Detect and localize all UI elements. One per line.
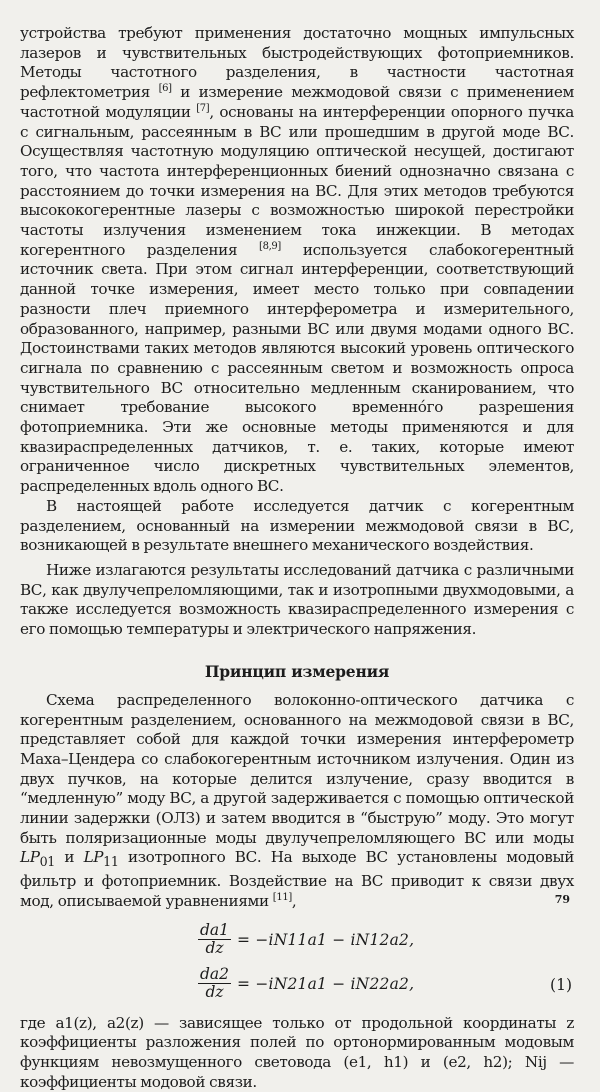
page-number: 79 [554, 893, 570, 906]
derivative-fraction: $\frac{da1}{dz}$ [200, 921, 230, 958]
paragraph-5: где a1(z), a2(z) — зависящее только от продольной координаты z коэффициенты разложения полей по ортонормированным модовым функциям невозмущенного световода (e1, h1) и (e2, h2); Nij — коэффициенты модовой связи. [20, 1013, 574, 1091]
citation: [6] [158, 83, 172, 95]
citation: [7] [196, 102, 210, 114]
citation: [11] [272, 891, 292, 903]
equation-2: $\frac{da2}{dz}$ = −iN21a1 − iN22a2, [200, 965, 415, 1002]
derivative-fraction: $\frac{da2}{dz}$ [200, 965, 230, 1002]
paragraph-4: Схема распределенного волоконно-оптического датчика с когерентным разделением, основанного на межмодовой связи в ВС, представляет собой для каждой точки измерения интерферометр Маха–Цендера со слабокогерентным источником излучения. Один из двух пучков, на которые делится излучение, сразу вводится в “медленную” моду ВС, а другой задерживается с помощью оптической линии задержки (ОЛЗ) и затем вводится в “быструю” моду. Это могут быть поляризационные моды двулучепреломляющего ВС или моды $LP_{01}$ и $LP_{11}$ изотропного ВС. На выходе ВС установлены модовый фильтр и фотоприемник. Воздействие на ВС приводит к связи двух мод, описываемой уравнениями [11], [20, 690, 574, 910]
equation-block [20, 920, 574, 1008]
equation-1: $\frac{da1}{dz}$ = −iN11a1 − iN12a2, [200, 921, 415, 958]
paragraph-3: Ниже излагаются результаты исследований датчика с различными ВС, как двулучепреломляющими, так и изотропными двухмодовыми, а также исследуется возможность квазираспределенного измерения с его помощью температуры и электрического напряжения. [20, 560, 574, 639]
equation-number: (1) [550, 975, 572, 994]
paragraph-1: устройства требуют применения достаточно мощных импульсных лазеров и чувствительных быстродействующих фотоприемников. Методы частотного разделения, в частности частотная рефлектометрия [6] и измерение межмодовой связи с применением частотной модуляции [7], основаны на интерференции опорного пучка с сигнальным, рассеянным в ВС или прошедшим в другой моде ВС. Осуществляя частотную модуляцию оптической несущей, достигают того, что частота интерференционных биений однозначно связана с расстоянием до точки измерения на ВС. Для этих методов требуются высококогерентные лазеры с возможностью широкой перестройки частоты излучения изменением тока инжекции. В методах когерентного разделения [8,9] используется слабокогерентный источник света. При этом сигнал интерференции, соответствующий данной точке измерения, имеет место только при совпадении разности плеч приемного интерферометра и измерительного, образованного, например, разными ВС или двумя модами одного ВС. Достоинствами таких методов являются высокий уровень оптического сигнала по сравнению с рассеянным светом и возможность опроса чувствительного ВС относительно медленным сканированием, что снимает требование высокого временно́го разрешения фотоприемника. Эти же основные методы применяются и для квазираспределенных датчиков, т. е. таких, которые имеют ограниченное число дискретных чувствительных элементов, распределенных вдоль одного ВС. [20, 24, 574, 496]
paragraph-2: В настоящей работе исследуется датчик с когерентным разделением, основанный на измерении межмодовой связи в ВС, возникающей в результате внешнего механического воздействия. [20, 496, 574, 555]
citation: [8,9] [259, 240, 281, 252]
section-heading: Принцип измерения [204, 661, 390, 681]
